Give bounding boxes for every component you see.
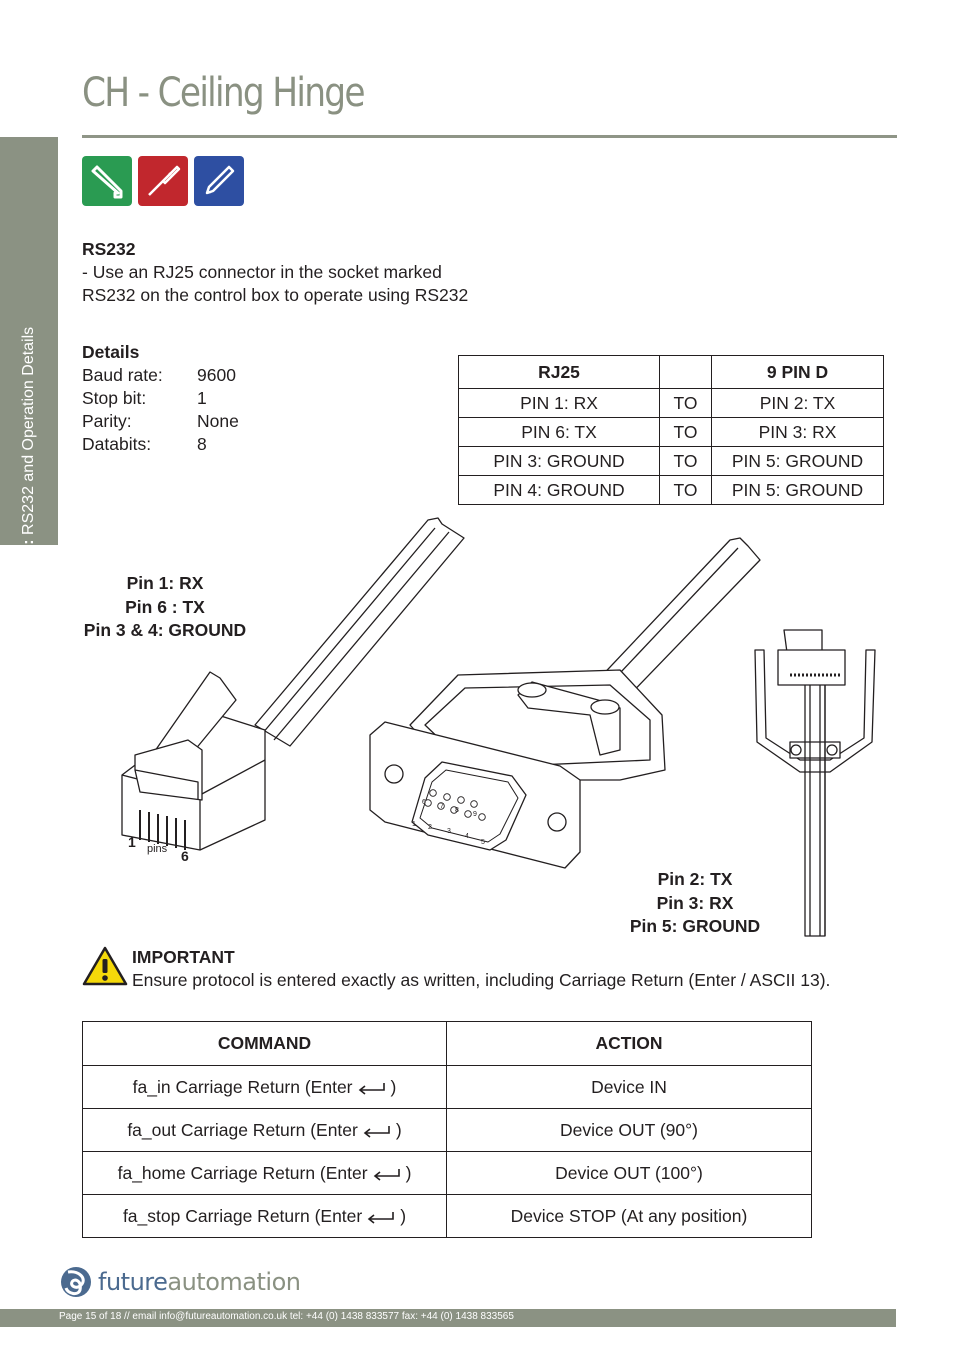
dsub-pin-label: 8 bbox=[455, 807, 459, 814]
table-row bbox=[459, 476, 884, 505]
tool-icons bbox=[82, 156, 244, 206]
header-9pin-d: 9 PIN D bbox=[712, 356, 884, 389]
command-text: fa_in Carriage Return (Enter bbox=[132, 1076, 353, 1097]
table-row bbox=[83, 1109, 812, 1152]
details-row bbox=[82, 387, 239, 410]
details-row bbox=[82, 433, 239, 456]
table-row bbox=[459, 447, 884, 476]
dsub-pin-label: 4 bbox=[465, 833, 469, 840]
company-logo bbox=[58, 1264, 300, 1300]
important-notice bbox=[82, 946, 831, 991]
command-close: ) bbox=[390, 1076, 397, 1097]
command-text: fa_stop Carriage Return (Enter bbox=[122, 1205, 363, 1226]
screwdriver-icon bbox=[138, 156, 188, 206]
important-heading: IMPORTANT bbox=[132, 947, 235, 967]
rj-pin-last-label: 6 bbox=[181, 848, 189, 864]
dsub-label: Pin 2: TX bbox=[657, 869, 733, 889]
command-cell bbox=[83, 1066, 447, 1109]
action-cell: Device OUT (90°) bbox=[447, 1109, 812, 1152]
footer-text: Page 15 of 18 // email info@futureautomation.co.uk tel: +44 (0) 1438 833577 fax: +44 (0) 1438 833565 bbox=[59, 1311, 514, 1322]
dsub-pin-labels bbox=[610, 868, 780, 939]
table-cell: PIN 3: RX bbox=[712, 418, 884, 447]
side-tab-rest: RS232 and Operation Details bbox=[20, 326, 37, 535]
action-cell: Device OUT (100°) bbox=[447, 1152, 812, 1195]
dsub-pin-label: 3 bbox=[447, 828, 451, 835]
table-cell: PIN 5: GROUND bbox=[712, 447, 884, 476]
table-header-row bbox=[459, 356, 884, 389]
enter-key-icon bbox=[372, 1167, 402, 1181]
table-cell: PIN 5: GROUND bbox=[712, 476, 884, 505]
command-cell bbox=[83, 1109, 447, 1152]
dsub-pin-label: 7 bbox=[440, 803, 444, 810]
rs232-line-1: - Use an RJ25 connector in the socket marked bbox=[82, 262, 442, 282]
command-text: fa_out Carriage Return (Enter bbox=[127, 1119, 358, 1140]
title-divider bbox=[82, 135, 897, 138]
dsub-label: Pin 5: GROUND bbox=[629, 916, 761, 936]
dsub-pin-label: 1 bbox=[412, 821, 416, 828]
header-command: COMMAND bbox=[83, 1022, 447, 1066]
rj25-label: Pin 6 : TX bbox=[125, 596, 205, 617]
rj25-label: Pin 1: RX bbox=[126, 573, 204, 593]
detail-key: Parity: bbox=[82, 411, 132, 431]
details-row bbox=[82, 410, 239, 433]
table-row bbox=[83, 1066, 812, 1109]
details-heading: Details bbox=[82, 342, 140, 362]
side-section-tab bbox=[0, 137, 58, 630]
table-cell: PIN 2: TX bbox=[712, 389, 884, 418]
table-cell: TO bbox=[660, 476, 712, 505]
command-cell bbox=[83, 1195, 447, 1238]
page-title: CH - Ceiling Hinge bbox=[82, 70, 364, 116]
important-text-block bbox=[132, 946, 830, 992]
logo-swirl-icon bbox=[58, 1264, 94, 1300]
logo-word-automation: automation bbox=[167, 1268, 301, 1296]
detail-value: None bbox=[197, 411, 239, 431]
allen-key-icon bbox=[82, 156, 132, 206]
page-footer bbox=[0, 1309, 896, 1327]
enter-key-icon bbox=[362, 1124, 392, 1138]
detail-value: 1 bbox=[197, 388, 207, 408]
table-cell: PIN 6: TX bbox=[459, 418, 660, 447]
detail-key: Databits: bbox=[82, 434, 152, 454]
table-row bbox=[459, 418, 884, 447]
dsub-pin-label: 6 bbox=[422, 799, 426, 806]
command-close: ) bbox=[400, 1205, 407, 1226]
command-cell bbox=[83, 1152, 447, 1195]
header-blank bbox=[660, 356, 712, 389]
detail-value: 8 bbox=[197, 434, 207, 454]
rj25-plug bbox=[122, 672, 265, 850]
table-cell: TO bbox=[660, 447, 712, 476]
table-cell: PIN 4: GROUND bbox=[459, 476, 660, 505]
table-cell: PIN 3: GROUND bbox=[459, 447, 660, 476]
detail-key: Stop bit: bbox=[82, 388, 147, 408]
detail-key: Baud rate: bbox=[82, 365, 163, 385]
rs232-line-2: RS232 on the control box to operate using RS232 bbox=[82, 285, 469, 305]
command-close: ) bbox=[395, 1119, 402, 1140]
command-text: fa_home Carriage Return (Enter bbox=[117, 1162, 368, 1183]
dsub-label: Pin 3: RX bbox=[656, 892, 734, 913]
table-header-row bbox=[83, 1022, 812, 1066]
pin-mapping-table bbox=[458, 355, 884, 505]
table-cell: TO bbox=[660, 389, 712, 418]
command-table bbox=[82, 1021, 812, 1238]
dsub-connector bbox=[370, 670, 665, 868]
pencil-icon bbox=[194, 156, 244, 206]
dsub-pin-label: 2 bbox=[428, 824, 432, 831]
logo-word-future: future bbox=[98, 1268, 168, 1296]
enter-key-icon bbox=[366, 1210, 396, 1224]
table-row bbox=[83, 1152, 812, 1195]
dsub-pin-label: 5 bbox=[481, 839, 485, 846]
enter-key-icon bbox=[357, 1081, 387, 1095]
table-row bbox=[83, 1195, 812, 1238]
action-cell: Device IN bbox=[447, 1066, 812, 1109]
side-tab-text bbox=[15, 278, 43, 678]
command-close: ) bbox=[405, 1162, 412, 1183]
rj25-label: Pin 3 & 4: GROUND bbox=[83, 620, 247, 640]
header-action: ACTION bbox=[447, 1022, 812, 1066]
rj-pin-first-label: 1 bbox=[128, 834, 136, 850]
important-text: Ensure protocol is entered exactly as written, including Carriage Return (Enter / ASCII 13). bbox=[132, 970, 831, 990]
details-section bbox=[82, 341, 239, 456]
warning-icon bbox=[82, 946, 128, 986]
header-rj25: RJ25 bbox=[459, 356, 660, 389]
side-tab-bold: Installation: bbox=[20, 539, 37, 630]
details-row bbox=[82, 364, 239, 387]
table-row bbox=[459, 389, 884, 418]
table-cell: PIN 1: RX bbox=[459, 389, 660, 418]
action-cell: Device STOP (At any position) bbox=[447, 1195, 812, 1238]
detail-value: 9600 bbox=[197, 365, 236, 385]
table-cell: TO bbox=[660, 418, 712, 447]
rj25-pin-labels bbox=[60, 572, 270, 643]
rs232-heading: RS232 bbox=[82, 239, 136, 259]
dsub-pin-label: 9 bbox=[473, 811, 477, 818]
rs232-section bbox=[82, 238, 468, 307]
rj-pins-word: pins bbox=[147, 843, 168, 855]
